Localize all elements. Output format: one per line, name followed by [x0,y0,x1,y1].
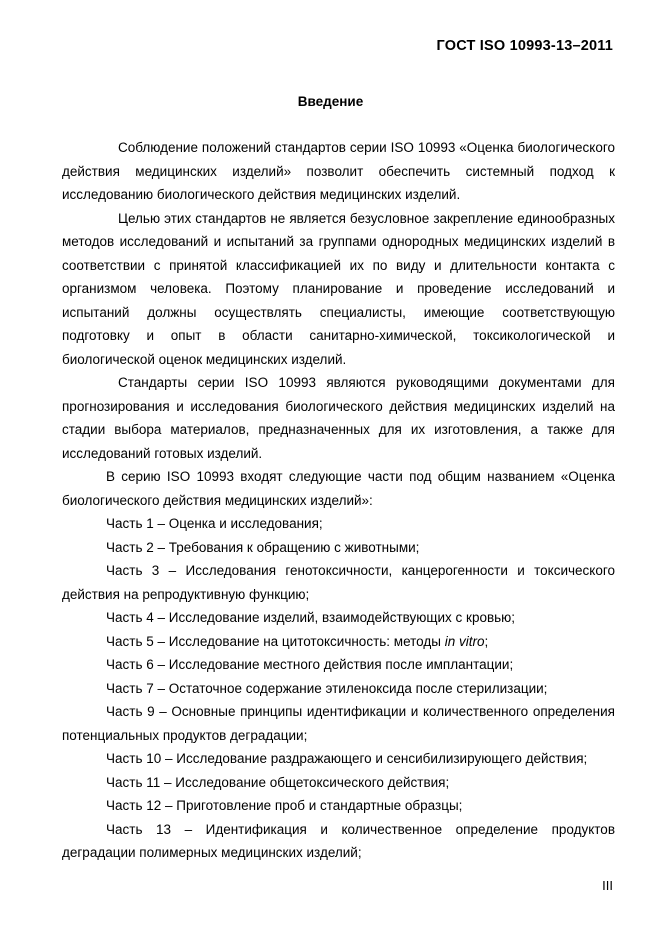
list-item-part-1: Часть 1 – Оценка и исследования; [106,516,323,531]
paragraph: В серию ISO 10993 входят следующие части под общим названием «Оценка биологического действия медицинских изделий»: [62,469,615,508]
part-5-end: ; [484,633,489,649]
list-item-part-6: Часть 6 – Исследование местного действия после имплантации; [106,657,514,672]
list-item-part-3: Часть 3 – Исследования генотоксичности, канцерогенности и токсического действия на репродуктивную функцию; [62,563,615,602]
document-code: ГОСТ ISO 10993-13–2011 [436,38,613,54]
list-item-part-9: Часть 9 – Основные принципы идентификации и количественного определения потенциальных продуктов деградации; [62,704,615,743]
list-item-part-12: Часть 12 – Приготовление проб и стандартные образцы; [106,798,463,813]
paragraph: Целью этих стандартов не является безусловное закрепление единообразных методов исследований и испытаний за группами однородных медицинских изделий в соответствии с принятой классификацией их по виду и длительности контакта с организмом человека. Поэтому планирование и проведение исследований и испытаний должны осуществлять специалисты, имеющие соответствующую подготовку и опыт в области санитарно-химической, токсикологической и биологической оценок медицинских изделий. [62,210,615,367]
list-item-part-13: Часть 13 – Идентификация и количественное определение продуктов деградации полимерных медицинских изделий; [62,821,615,860]
page-number: III [602,878,613,893]
list-item-part-10: Часть 10 – Исследование раздражающего и сенсибилизирующего действия; [106,751,588,766]
list-item-part-11: Часть 11 – Исследование общетоксического действия; [106,774,450,790]
body-text [62,136,615,865]
section-title: Введение [297,94,364,109]
list-item-part-7: Часть 7 – Остаточное содержание этиленоксида после стерилизации; [106,680,548,696]
paragraph: Стандарты серии ISO 10993 являются руководящими документами для прогнозирования и исследования биологического действия медицинских изделий на стадии выбора материалов, предназначенных для их изготовления, а также для исследований готовых изделий. [62,375,615,461]
list-item-part-5 [62,630,615,654]
list-item-part-2: Часть 2 – Требования к обращению с животными; [106,539,420,555]
part-5-text: Часть 5 – Исследование на цитотоксичность: методы [106,633,445,649]
paragraph: Соблюдение положений стандартов серии ISO 10993 «Оценка биологического действия медицинских изделий» позволит обеспечить системный подход к исследованию биологического действия медицинских изделий. [62,140,615,202]
list-item-part-4: Часть 4 – Исследование изделий, взаимодействующих с кровью; [106,610,516,625]
part-5-italic: in vitro [444,633,485,649]
